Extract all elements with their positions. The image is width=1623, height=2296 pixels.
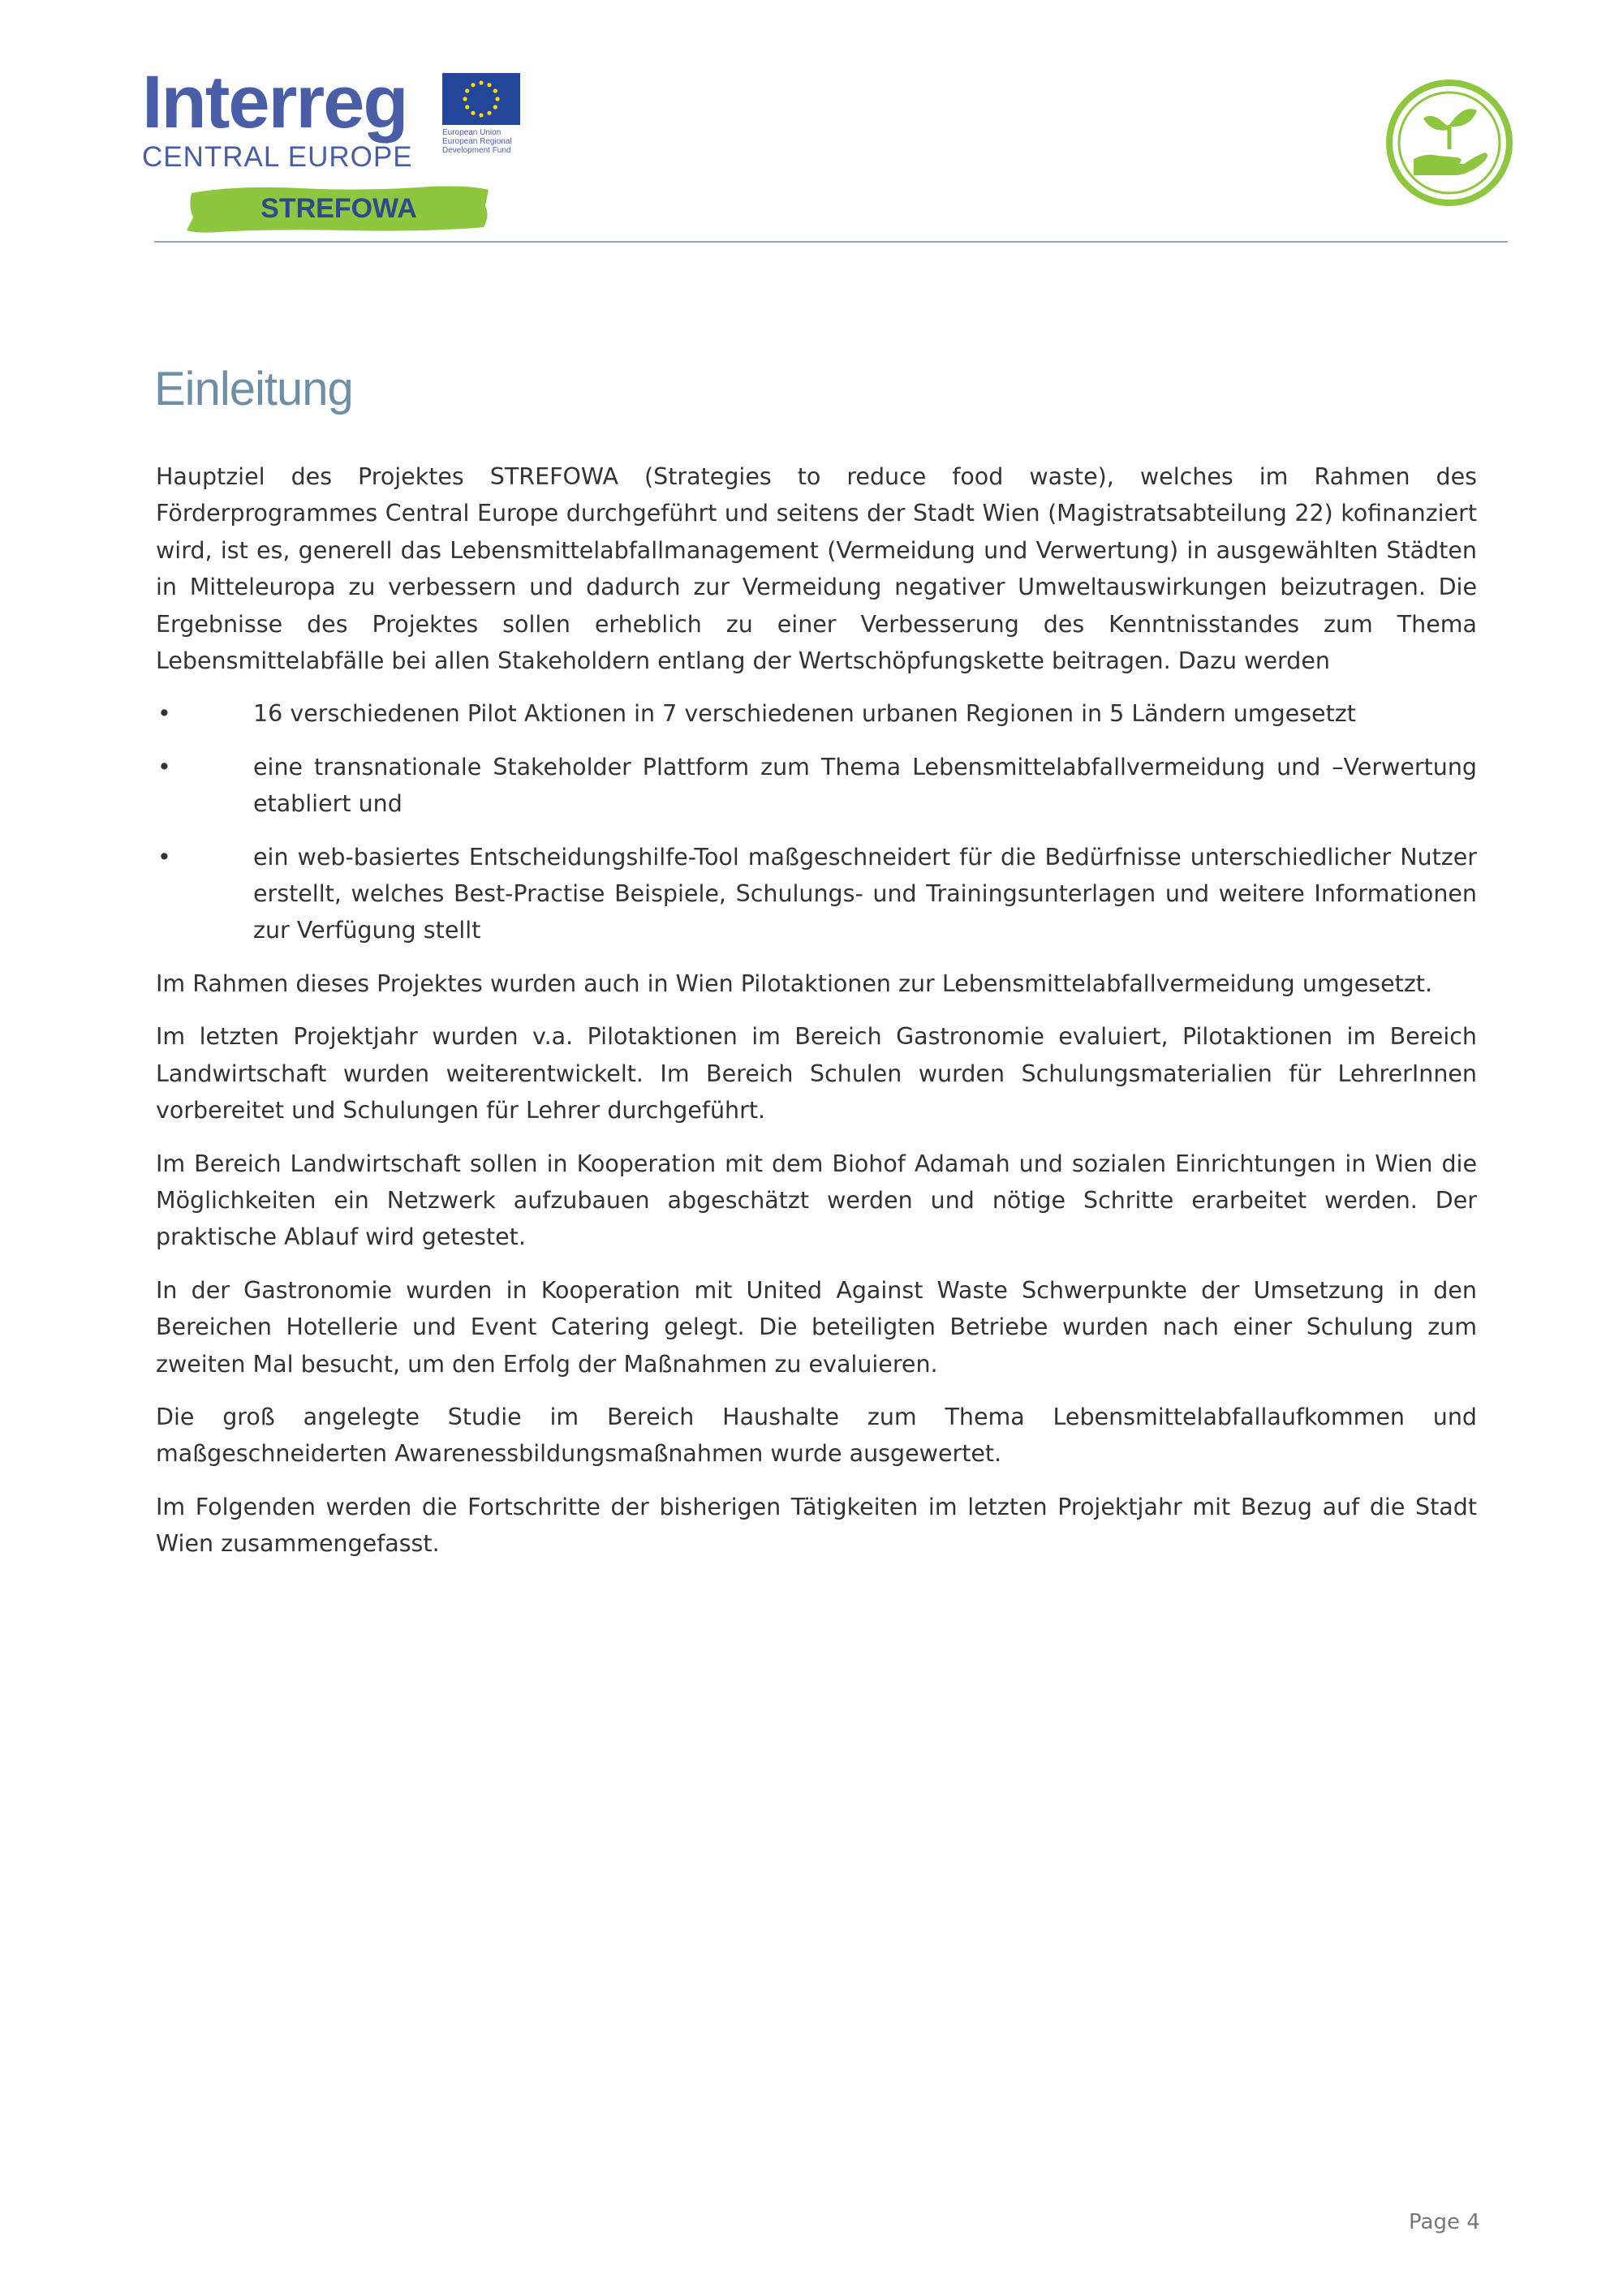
logo-subtitle: CENTRAL EUROPE [142, 141, 413, 173]
bullet-text: eine transnationale Stakeholder Plattform zum Thema Lebensmittelabfallvermeidung und –Verwertung etabliert und [253, 753, 1477, 818]
paragraph: Im letzten Projektjahr wurden v.a. Pilotaktionen im Bereich Gastronomie evaluiert, Pilotaktionen im Bereich Landwirtschaft wurden weiterentwickelt. Im Bereich Schulen wurden Schulungsmaterialien für LehrerInnen vorbereitet und Schulungen für Lehrer durchgeführt. [156, 1023, 1477, 1124]
body-text [156, 458, 1477, 1579]
eu-star [493, 105, 497, 109]
bullet-marker: • [157, 843, 171, 871]
bullet-marker: • [157, 700, 171, 728]
eu-star [463, 97, 467, 101]
eu-star [465, 88, 469, 92]
eu-line: European Regional [442, 137, 512, 146]
bullet-marker: • [157, 753, 171, 780]
eu-line: Development Fund [442, 146, 511, 155]
eu-funding-text [442, 128, 532, 155]
paragraph: Die groß angelegte Studie im Bereich Haushalte zum Thema Lebensmittelabfallaufkommen und maßgeschneiderten Awarenessbildungsmaßnahmen wurde ausgewertet. [156, 1403, 1477, 1468]
project-badge: STREFOWA [260, 192, 417, 224]
paragraph: Im Bereich Landwirtschaft sollen in Kooperation mit dem Biohof Adamah und sozialen Einrichtungen in Wien die Möglichkeiten ein Netzwerk aufzubauen abgeschätzt werden und nötige Schritte erarbeitet werden. Der praktische Ablauf wird getestet. [156, 1150, 1477, 1251]
interreg-logo [142, 61, 532, 242]
eu-star [471, 111, 475, 115]
eu-star [471, 83, 475, 87]
bullet-item [156, 749, 1477, 823]
eu-line: European Union [442, 128, 502, 137]
intro-paragraph: Hauptziel des Projektes STREFOWA (Strategies to reduce food waste), welches im Rahmen des Förderprogrammes Central Europe durchgeführt und seitens der Stadt Wien (Magistratsabteilung 22) kofinanziert wird, ist es, generell das Lebensmittelabfallmanagement (Vermeidung und Verwertung) in ausgewählten Städten in Mitteleuropa zu verbessern und dadurch zur Vermeidung negativer Umweltauswirkungen beizutragen. Die Ergebnisse des Projektes sollen erheblich zu einer Verbesserung des Kenntnisstandes zum Thema Lebensmittelabfälle bei allen Stakeholdern entlang der Wertschöpfungskette beitragen. Dazu werden [156, 463, 1477, 675]
bullet-text: 16 verschiedenen Pilot Aktionen in 7 verschiedenen urbanen Regionen in 5 Ländern umgesetzt [253, 700, 1356, 728]
hand-with-plant-icon [1384, 78, 1514, 208]
logo-wordmark: Interreg [142, 61, 407, 144]
paragraph: In der Gastronomie wurden in Kooperation mit United Against Waste Schwerpunkte der Umsetzung in den Bereichen Hotellerie und Event Catering gelegt. Die beteiligten Betriebe wurden nach einer Schulung zum zweiten Mal besucht, um den Erfolg der Maßnahmen zu evaluieren. [156, 1276, 1477, 1378]
eu-star [487, 83, 491, 87]
paragraph: Im Rahmen dieses Projektes wurden auch in Wien Pilotaktionen zur Lebensmittelabfallvermeidung umgesetzt. [156, 970, 1433, 997]
eu-flag-icon [442, 73, 520, 125]
eu-star [495, 97, 499, 101]
header-divider [154, 241, 1508, 243]
bullet-item [156, 839, 1477, 949]
bullet-item [156, 695, 1477, 732]
eu-star [465, 105, 469, 109]
eu-star [487, 111, 491, 115]
eu-star [493, 88, 497, 92]
section-title: Einleitung [154, 363, 353, 415]
bullet-text: ein web-basiertes Entscheidungshilfe-Tool maßgeschneidert für die Bedürfnisse unterschiedlicher Nutzer erstellt, welches Best-Practise Beispiele, Schulungs- und Trainingsunterlagen und weitere Informationen zur Verfügung stellt [253, 843, 1477, 944]
eu-star [479, 113, 483, 117]
page-number: Page 4 [1409, 2210, 1480, 2234]
paragraph: Im Folgenden werden die Fortschritte der bisherigen Tätigkeiten im letzten Projektjahr mit Bezug auf die Stadt Wien zusammengefasst. [156, 1493, 1477, 1558]
bullet-list [156, 695, 1477, 948]
eu-star [479, 80, 483, 84]
